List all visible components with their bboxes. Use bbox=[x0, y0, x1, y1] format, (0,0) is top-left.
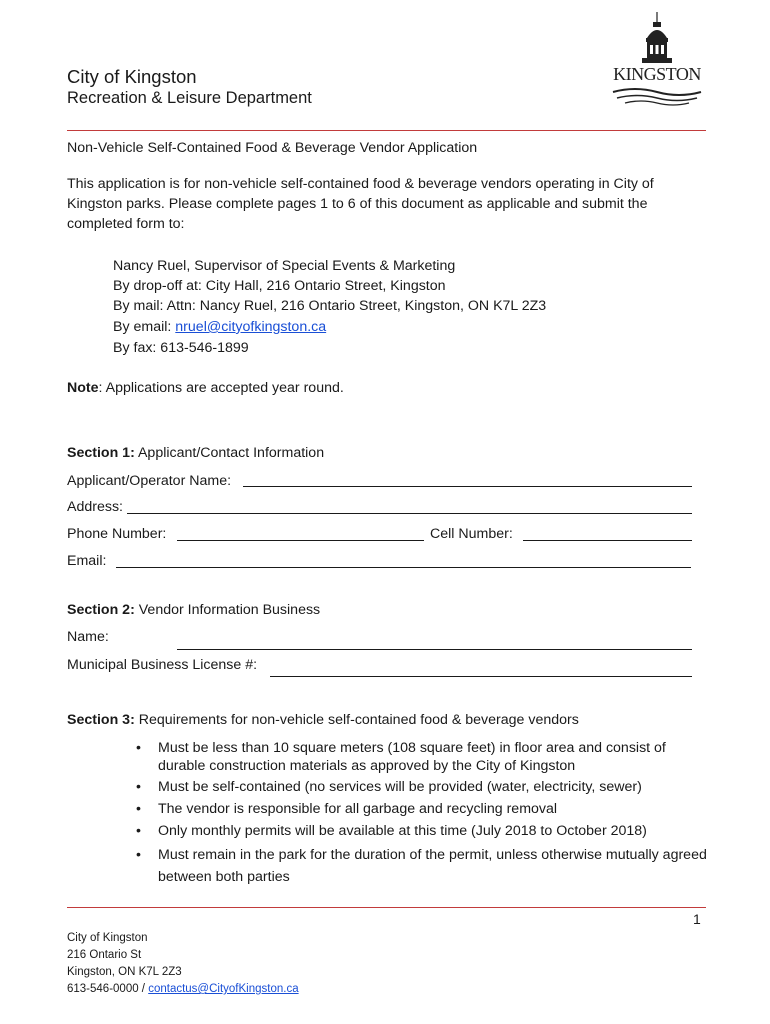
note bbox=[67, 378, 344, 398]
contact-email-label: By email: bbox=[113, 319, 176, 335]
kingston-logo bbox=[607, 8, 707, 108]
header-divider bbox=[67, 130, 706, 131]
applicant-name-field[interactable] bbox=[243, 486, 692, 487]
section3-label: Section 3: bbox=[67, 712, 135, 728]
list-item: • Must remain in the park for the duration of the permit, unless otherwise mutually agreed between both parties bbox=[136, 844, 711, 888]
license-field[interactable] bbox=[270, 676, 692, 677]
applicant-name-label: Applicant/Operator Name: bbox=[67, 473, 232, 489]
footer-contact bbox=[67, 981, 299, 998]
footer-email-link[interactable]: contactus@CityofKingston.ca bbox=[148, 983, 299, 995]
address-label: Address: bbox=[67, 499, 123, 515]
page-number: 1 bbox=[693, 911, 701, 927]
contact-email-line bbox=[113, 317, 326, 337]
contact-dropoff: By drop-off at: City Hall, 216 Ontario Street, Kingston bbox=[113, 278, 446, 294]
email-field[interactable] bbox=[116, 567, 691, 568]
department-subtitle: Recreation & Leisure Department bbox=[67, 89, 312, 107]
phone-field[interactable] bbox=[177, 540, 424, 541]
intro-paragraph: This application is for non-vehicle self-contained food & beverage vendors operating in City of Kingston parks. Please complete pages 1 to 6 of this document as applicable and submit the completed form to: bbox=[67, 176, 654, 232]
contact-fax: By fax: 613-546-1899 bbox=[113, 340, 249, 356]
list-item: • Must be less than 10 square meters (108 square feet) in floor area and consist of durable construction materials as approved by the City of Kingston bbox=[136, 739, 711, 775]
phone-label: Phone Number: bbox=[67, 526, 167, 542]
address-field[interactable] bbox=[127, 513, 692, 514]
note-text: : Applications are accepted year round. bbox=[98, 380, 344, 396]
section1-label: Section 1: bbox=[67, 445, 135, 461]
footer-org: City of Kingston bbox=[67, 932, 148, 944]
section1-title: Applicant/Contact Information bbox=[134, 445, 325, 461]
contact-name: Nancy Ruel, Supervisor of Special Events & Marketing bbox=[113, 258, 456, 274]
list-item: • The vendor is responsible for all garbage and recycling removal bbox=[136, 800, 711, 818]
section2-heading bbox=[67, 600, 320, 620]
business-name-label: Name: bbox=[67, 629, 109, 645]
contact-email-link[interactable]: nruel@cityofkingston.ca bbox=[175, 319, 327, 335]
cell-label: Cell Number: bbox=[430, 526, 513, 542]
section3-title: Requirements for non-vehicle self-contained food & beverage vendors bbox=[134, 712, 579, 728]
logo-wordmark: KINGSTON bbox=[613, 64, 701, 84]
section3-heading bbox=[67, 710, 579, 730]
email-label: Email: bbox=[67, 553, 107, 569]
section1-heading bbox=[67, 443, 324, 463]
footer-phone: 613-546-0000 / bbox=[67, 983, 149, 995]
section2-title: Vendor Information Business bbox=[134, 602, 321, 618]
footer-divider bbox=[67, 907, 706, 908]
business-name-field[interactable] bbox=[177, 649, 692, 650]
section2-label: Section 2: bbox=[67, 602, 135, 618]
cell-field[interactable] bbox=[523, 540, 692, 541]
contact-mail: By mail: Attn: Nancy Ruel, 216 Ontario Street, Kingston, ON K7L 2Z3 bbox=[113, 298, 547, 314]
footer-street: 216 Ontario St bbox=[67, 949, 142, 961]
footer-city: Kingston, ON K7L 2Z3 bbox=[67, 966, 182, 978]
requirements-list bbox=[136, 739, 711, 888]
page-title: City of Kingston bbox=[67, 66, 197, 87]
note-label: Note bbox=[67, 380, 99, 396]
list-item: • Only monthly permits will be available at this time (July 2018 to October 2018) bbox=[136, 822, 711, 840]
list-item: • Must be self-contained (no services will be provided (water, electricity, sewer) bbox=[136, 778, 711, 796]
form-title: Non-Vehicle Self-Contained Food & Beverage Vendor Application bbox=[67, 140, 478, 156]
license-label: Municipal Business License #: bbox=[67, 657, 258, 673]
